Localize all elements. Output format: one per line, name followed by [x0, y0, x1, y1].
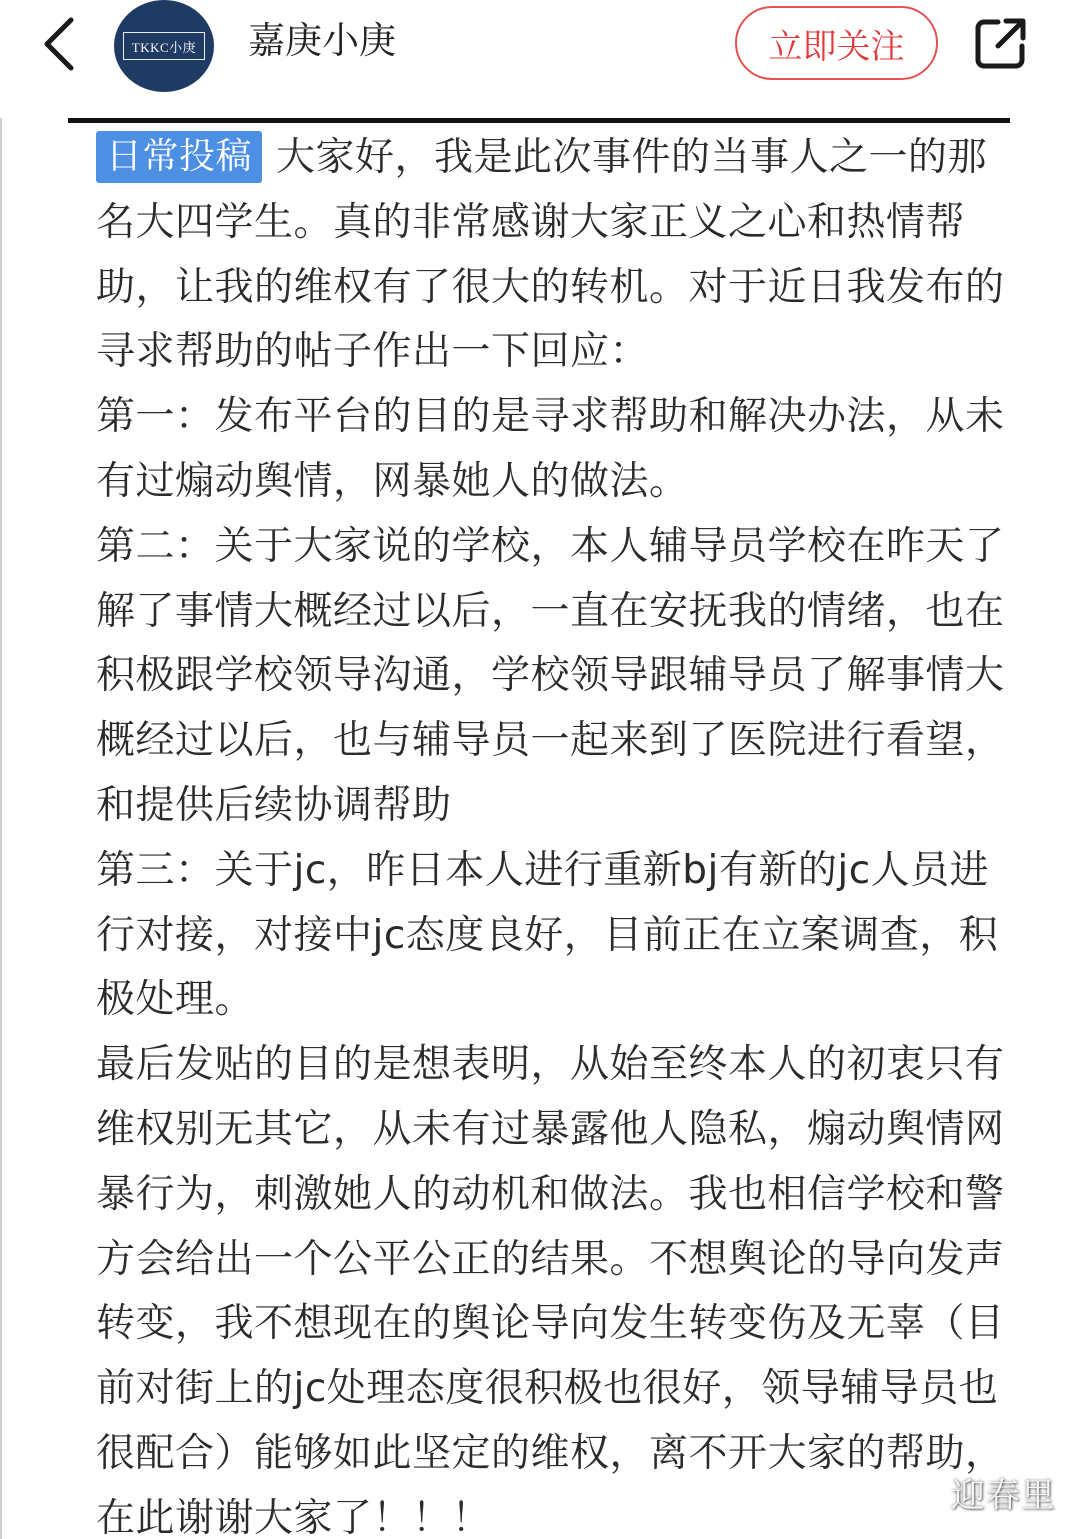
avatar-logo-text: TKKC小庚 [123, 32, 205, 60]
account-name[interactable]: 嘉庚小庚 [248, 19, 396, 62]
avatar[interactable] [114, 0, 214, 92]
screenshot-top-border [68, 118, 1010, 123]
back-button[interactable] [30, 14, 86, 74]
share-button[interactable] [970, 12, 1032, 74]
top-bar [0, 0, 1076, 118]
post-paragraph-text: 大家好，我是此次事件的当事人之一的那名大四学生。真的非常感谢大家正义之心和热情帮助，让我的维权有了很大的转机。对于近日我发布的寻求帮助的帖子作出一下回应： [96, 135, 1005, 375]
chevron-left-icon [41, 16, 75, 72]
post-tag[interactable]: 日常投稿 [96, 131, 262, 183]
follow-button[interactable]: 立即关注 [735, 6, 938, 80]
frame-left-edge [0, 118, 2, 1539]
post-paragraph [96, 126, 1012, 385]
watermark: 迎春里 [951, 1476, 1056, 1516]
post-paragraph: 最后发贴的目的是想表明，从始至终本人的初衷只有维权别无其它，从未有过暴露他人隐私，煽动舆情网暴行为，刺激她人的动机和做法。我也相信学校和警方会给出一个公平公正的结果。不想舆论的导向发声转变，我不想现在的舆论导向发生转变伤及无辜（目前对街上的jc处理态度很积极也很好，领导辅导员也很配合）能够如此坚定的维权，离不开大家的帮助，在此谢谢大家了！！！ [96, 1042, 1005, 1539]
post-content [96, 126, 1012, 1539]
post-paragraph: 第三：关于jc，昨日本人进行重新bj有新的jc人员进行对接，对接中jc态度良好，目前正在立案调查，积极处理。 [96, 847, 999, 1023]
share-icon [974, 16, 1028, 70]
post-paragraph: 第二：关于大家说的学校，本人辅导员学校在昨天了解了事情大概经过以后，一直在安抚我的情绪，也在积极跟学校领导沟通，学校领导跟辅导员了解事情大概经过以后，也与辅导员一起来到了医院进行看望，和提供后续协调帮助 [96, 523, 1005, 828]
post-paragraph: 第一：发布平台的目的是寻求帮助和解决办法，从未有过煽动舆情，网暴她人的做法。 [96, 394, 1005, 504]
